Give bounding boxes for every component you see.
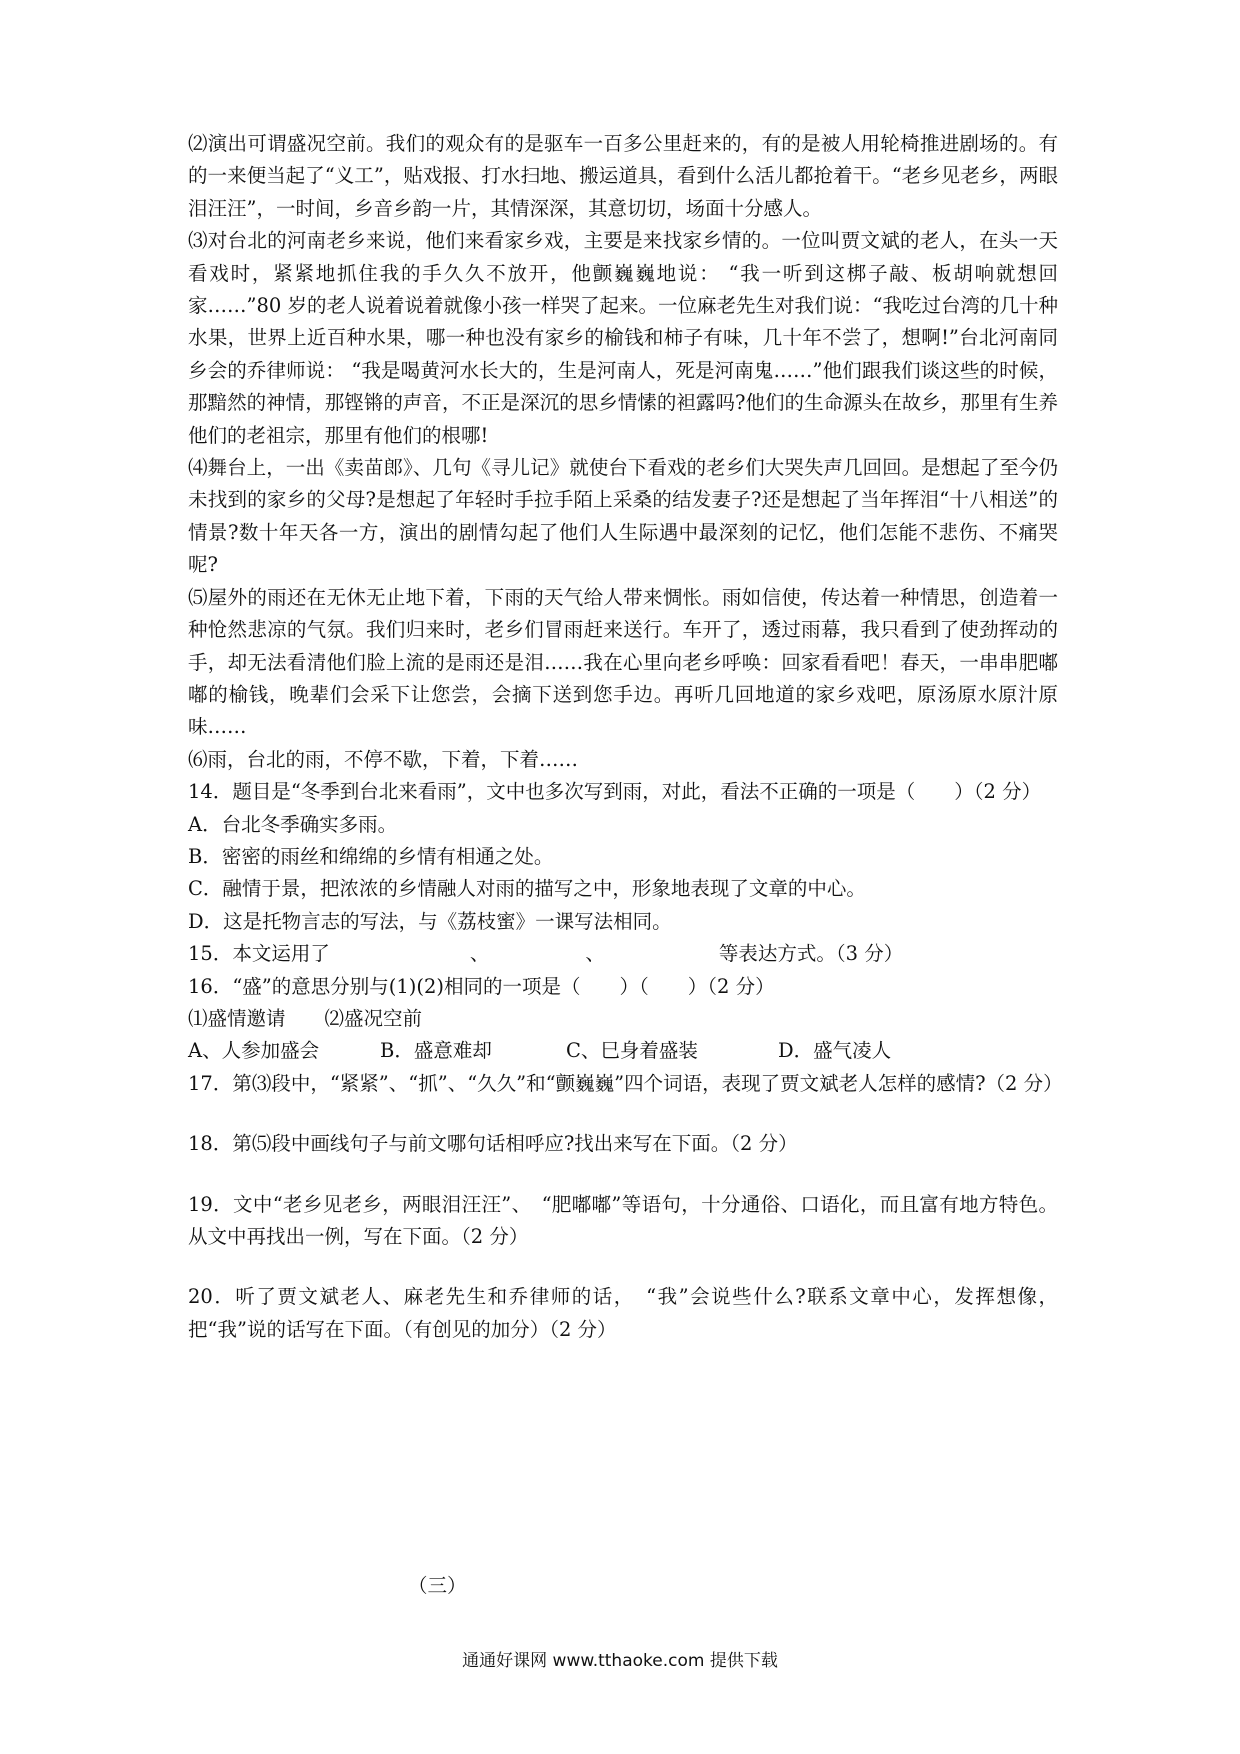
- passage-paragraph-4: ⑷舞台上，一出《卖苗郎》、几句《寻儿记》就使台下看戏的老乡们大哭失声几回回。是想起了至今仍未找到的家乡的父母?是想起了年轻时手拉手陌上采桑的结发妻子?还是想起了当年挥泪“十八相送”的情景?数十年天各一方，演出的剧情勾起了他们人生际遇中最深刻的记忆，他们怎能不悲伤、不痛哭呢?: [188, 456, 1058, 577]
- section-heading: （三）: [408, 1574, 467, 1597]
- passage-paragraph-5: ⑸屋外的雨还在无休无止地下着，下雨的天气给人带来惆怅。雨如信使，传达着一种情思，创造着一种怆然悲凉的气氛。我们归来时，老乡们冒雨赶来送行。车开了，透过雨幕，我只看到了使劲挥动的手，却无法看清他们脸上流的是雨还是泪……我在心里向老乡呼唤：回家看看吧！春天，一串串肥嘟嘟的榆钱，晚辈们会采下让您尝，会摘下送到您手边。再听几回地道的家乡戏吧，原汤原水原汁原味……: [188, 585, 1058, 739]
- answer-space: [188, 1253, 1058, 1281]
- passage-paragraph-2: ⑵演出可谓盛况空前。我们的观众有的是驱车一百多公里赶来的，有的是被人用轮椅推进剧场的。有的一来便当起了“义工”，贴戏报、打水扫地、搬运道具，看到什么活儿都抢着干。“老乡见老乡，两眼泪汪汪”，一时间，乡音乡韵一片，其情深深，其意切切，场面十分感人。: [188, 132, 1058, 220]
- question-16-stem: 16．“盛”的意思分别与(1)(2)相同的一项是（ ）（ ）（2 分）: [188, 974, 775, 998]
- question-14-option-d: D．这是托物言志的写法，与《荔枝蜜》一课写法相同。: [188, 909, 672, 933]
- question-14-option-c: C．融情于景，把浓浓的乡情融人对雨的描写之中，形象地表现了文章的中心。: [188, 877, 866, 901]
- question-16-option-a: A、人参加盛会: [188, 1039, 320, 1063]
- question-15: [188, 938, 1058, 970]
- question-16-option-b: B．盛意难却: [380, 1039, 492, 1063]
- question-16-option-d: D．盛气凌人: [778, 1039, 892, 1063]
- question-17: 17．第⑶段中，“紧紧”、“抓”、“久久”和“颤巍巍”四个词语，表现了贾文斌老人怎样的感情?（2 分）: [188, 1071, 1063, 1095]
- passage-paragraph-3: ⑶对台北的河南老乡来说，他们来看家乡戏，主要是来找家乡情的。一位叫贾文斌的老人，在头一天看戏时，紧紧地抓住我的手久久不放开，他颤巍巍地说： “我一听到这梆子敲、板胡响就想回家……”80 岁的老人说着说着就像小孩一样哭了起来。一位麻老先生对我们说：“我吃过台湾的几十种水果，世界上近百种水果，哪一种也没有家乡的榆钱和柿子有味，几十年不尝了，想啊!”台北河南同乡会的乔律师说： “我是喝黄河水长大的，生是河南人，死是河南鬼……”他们跟我们谈这些的时候，那黯然的神情，那铿锵的声音，不正是深沉的思乡情愫的袒露吗?他们的生命源头在故乡，那里有生养他们的老祖宗，那里有他们的根哪!: [188, 229, 1058, 447]
- question-19: 19．文中“老乡见老乡，两眼泪汪汪”、 “肥嘟嘟”等语句，十分通俗、口语化，而且富有地方特色。从文中再找出一例，写在下面。（2 分）: [188, 1192, 1058, 1248]
- question-16-options: [188, 1035, 1058, 1067]
- question-14-option-b: B．密密的雨丝和绵绵的乡情有相通之处。: [188, 844, 554, 868]
- content-column: [188, 128, 1063, 1346]
- answer-space: [188, 1161, 1058, 1189]
- separator: 、: [585, 942, 605, 966]
- question-16-items: ⑴盛情邀请 ⑵盛况空前: [188, 1006, 423, 1030]
- question-20: 20．听了贾文斌老人、麻老先生和乔律师的话， “我”会说些什么?联系文章中心，发挥想像，把“我”说的话写在下面。（有创见的加分）（2 分）: [188, 1285, 1058, 1341]
- page-footer: 通通好课网 www.tthaoke.com 提供下载: [462, 1651, 778, 1671]
- answer-space: [188, 1100, 1058, 1128]
- question-14-stem: 14．题目是“冬季到台北来看雨”，文中也多次写到雨，对此，看法不正确的一项是（ ）（2 分）: [188, 780, 1042, 804]
- separator: 、: [469, 942, 490, 966]
- question-15-number: 15．本文运用了: [188, 942, 330, 966]
- question-14-option-a: A．台北冬季确实多雨。: [188, 812, 398, 836]
- question-18: 18．第⑸段中画线句子与前文哪句话相呼应?找出来写在下面。（2 分）: [188, 1132, 798, 1156]
- question-15-tail: 等表达方式。（3 分）: [718, 942, 904, 966]
- passage-paragraph-6: ⑹雨，台北的雨，不停不歇，下着，下着……: [188, 747, 579, 771]
- question-16-option-c: C、巳身着盛装: [566, 1039, 698, 1063]
